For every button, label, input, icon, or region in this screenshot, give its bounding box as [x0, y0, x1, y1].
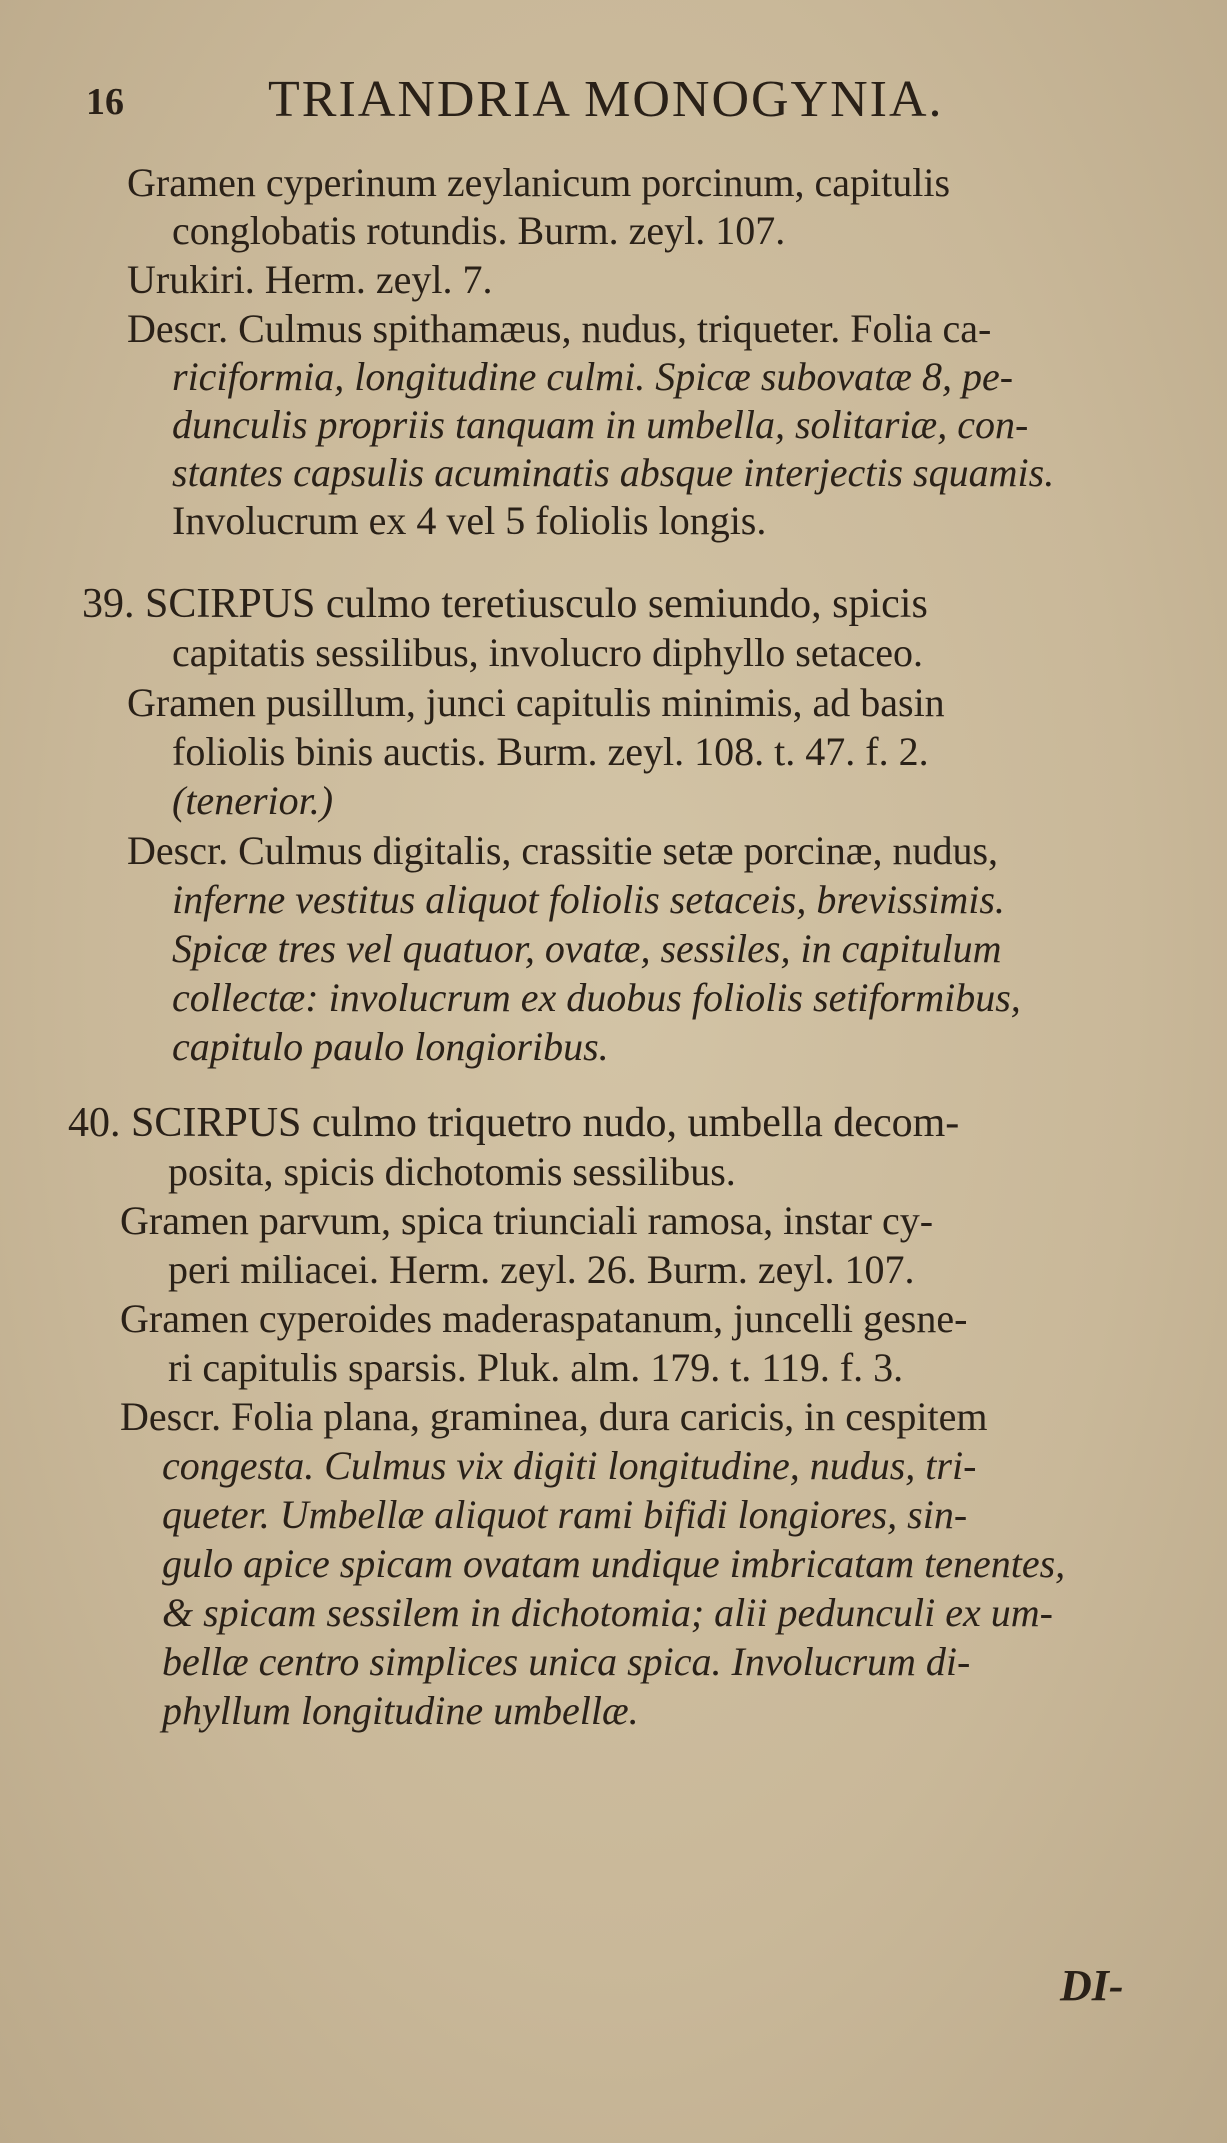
text-line: Gramen pusillum, junci capitulis minimis, ad basin	[127, 680, 945, 725]
page-number: 16	[86, 81, 124, 123]
text-line: (tenerior.)	[172, 778, 334, 823]
text-line: posita, spicis dichotomis sessilibus.	[168, 1149, 736, 1194]
text-line: bellæ centro simplices unica spica. Involucrum di-	[162, 1639, 971, 1684]
text-line: congesta. Culmus vix digiti longitudine, nudus, tri-	[162, 1443, 977, 1488]
species-heading-40: 40. SCIRPUS culmo triquetro nudo, umbella decom-	[68, 1100, 960, 1146]
text-line: stantes capsulis acuminatis absque interjectis squamis.	[172, 450, 1055, 495]
text-line: dunculis propriis tanquam in umbella, solitariæ, con-	[172, 402, 1029, 447]
text-line: Descr. Culmus digitalis, crassitie setæ porcinæ, nudus,	[127, 828, 999, 873]
running-head: TRIANDRIA MONOGYNIA.	[268, 71, 944, 128]
text-line: foliolis binis auctis. Burm. zeyl. 108. t. 47. f. 2.	[172, 729, 929, 774]
text-line: peri miliacei. Herm. zeyl. 26. Burm. zeyl. 107.	[168, 1247, 915, 1292]
page-header	[78, 70, 1178, 130]
text-line: conglobatis rotundis. Burm. zeyl. 107.	[172, 208, 786, 253]
text-line: Descr. Folia plana, graminea, dura caricis, in cespitem	[120, 1394, 988, 1439]
text-line: Gramen parvum, spica triunciali ramosa, instar cy-	[120, 1198, 934, 1243]
text-line: riciformia, longitudine culmi. Spicæ subovatæ 8, pe-	[172, 354, 1014, 399]
text-line: capitatis sessilibus, involucro diphyllo setaceo.	[172, 630, 923, 675]
text-line: Involucrum ex 4 vel 5 foliolis longis.	[172, 498, 767, 543]
text-line: & spicam sessilem in dichotomia; alii pedunculi ex um-	[162, 1590, 1053, 1635]
text-line: Spicæ tres vel quatuor, ovatæ, sessiles, in capitulum	[172, 926, 1002, 971]
text-line: ri capitulis sparsis. Pluk. alm. 179. t. 119. f. 3.	[168, 1345, 904, 1390]
catchword: DI-	[1060, 1961, 1124, 2010]
text-line: capitulo paulo longioribus.	[172, 1024, 609, 1069]
text-line: Gramen cyperinum zeylanicum porcinum, capitulis	[127, 160, 951, 205]
text-line: inferne vestitus aliquot foliolis setaceis, brevissimis.	[172, 877, 1005, 922]
text-line: Descr. Culmus spithamæus, nudus, triqueter. Folia ca-	[127, 306, 992, 351]
text-line: collectæ: involucrum ex duobus foliolis setiformibus,	[172, 975, 1021, 1020]
text-line: Gramen cyperoides maderaspatanum, juncelli gesne-	[120, 1296, 968, 1341]
text-line: phyllum longitudine umbellæ.	[162, 1688, 639, 1733]
text-line: queter. Umbellæ aliquot rami bifidi longiores, sin-	[162, 1492, 968, 1537]
species-heading-39: 39. SCIRPUS culmo teretiusculo semiundo, spicis	[82, 581, 928, 627]
text-line: gulo apice spicam ovatam undique imbricatam tenentes,	[162, 1541, 1066, 1586]
text-line: Urukiri. Herm. zeyl. 7.	[127, 257, 493, 302]
